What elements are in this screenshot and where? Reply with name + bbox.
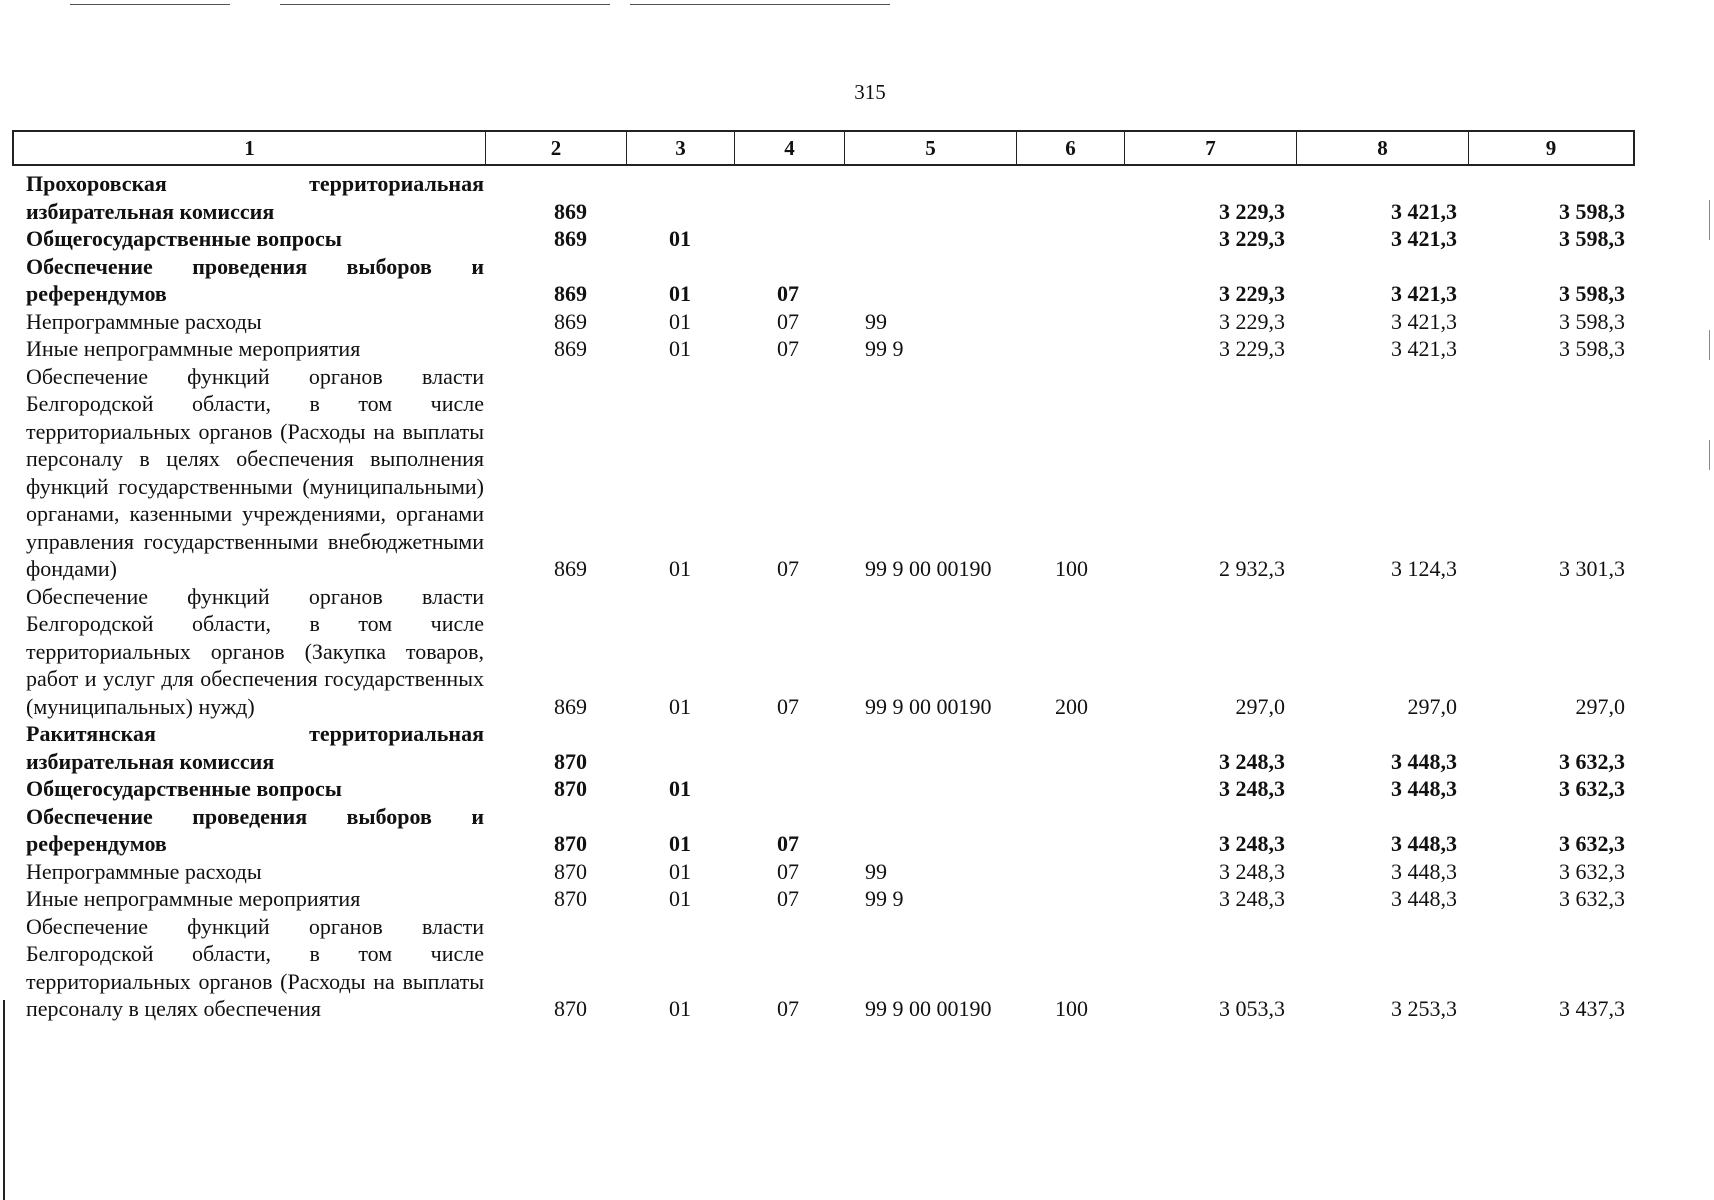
row-c5 — [843, 885, 1015, 913]
row-c5-value: 99 9 00 00190 — [865, 556, 992, 581]
row-c5-value: 99 9 00 00190 — [865, 693, 992, 719]
row-c3 — [625, 363, 733, 583]
header-col-2: 2 — [486, 132, 627, 164]
row-c3 — [625, 583, 733, 721]
row-c9 — [1467, 308, 1635, 336]
table-row — [12, 308, 1635, 336]
row-c9 — [1467, 253, 1635, 308]
header-col-6: 6 — [1017, 132, 1125, 164]
header-col-7: 7 — [1125, 132, 1297, 164]
row-c2-value: 870 — [554, 996, 587, 1021]
row-c4-value: 07 — [777, 693, 799, 719]
row-c7-value: 3 053,3 — [1219, 996, 1285, 1021]
row-c9-value: 3 598,3 — [1559, 226, 1625, 251]
row-c2 — [484, 775, 625, 803]
row-c9 — [1467, 335, 1635, 363]
row-name: Общегосударственные вопросы — [26, 776, 342, 801]
row-c6 — [1015, 335, 1123, 363]
row-c5 — [843, 225, 1015, 253]
row-c3-value: 01 — [669, 886, 691, 911]
table-row — [12, 225, 1635, 253]
row-c9 — [1467, 803, 1635, 858]
row-c3 — [625, 253, 733, 308]
row-c4 — [733, 363, 843, 583]
row-c4 — [733, 913, 843, 1023]
row-c9-value: 3 301,3 — [1559, 556, 1625, 581]
table-row — [12, 253, 1635, 308]
header-col-5: 5 — [845, 132, 1017, 164]
row-c5-value: 99 9 — [865, 336, 904, 361]
row-c4 — [733, 308, 843, 336]
row-name: Непрограммные расходы — [26, 858, 262, 884]
row-c6 — [1015, 170, 1123, 225]
table-row — [12, 363, 1635, 583]
row-c6-value: 200 — [1055, 693, 1088, 719]
row-c9 — [1467, 225, 1635, 253]
row-c6-value: 100 — [1055, 996, 1088, 1021]
row-c9-value: 3 632,3 — [1559, 858, 1625, 884]
row-c8 — [1295, 225, 1467, 253]
row-c5 — [843, 803, 1015, 858]
row-c8-value: 3 448,3 — [1391, 858, 1457, 884]
row-c4 — [733, 253, 843, 308]
row-c7-value: 3 229,3 — [1219, 336, 1285, 361]
header-col-3: 3 — [627, 132, 735, 164]
row-c6 — [1015, 803, 1123, 858]
row-c8-value: 3 421,3 — [1391, 308, 1457, 334]
row-name: Обеспечение проведения выборов и референдумов — [26, 253, 484, 306]
row-c3 — [625, 170, 733, 225]
header-col-9: 9 — [1545, 135, 1557, 160]
row-c4-value: 07 — [777, 996, 799, 1021]
row-c7 — [1123, 858, 1295, 886]
row-c6 — [1015, 858, 1123, 886]
row-c6 — [1015, 885, 1123, 913]
row-c5 — [843, 253, 1015, 308]
row-c4-value: 07 — [777, 308, 799, 334]
row-name: Прохоровская территориальная избирательная комиссия — [26, 171, 484, 224]
row-c9-value: 3 598,3 — [1559, 336, 1625, 361]
row-c2 — [484, 363, 625, 583]
table-row — [12, 775, 1635, 803]
row-c7 — [1123, 803, 1295, 858]
row-c8-value: 297,0 — [1407, 693, 1457, 719]
row-c8-value: 3 124,3 — [1391, 556, 1457, 581]
table-row — [12, 170, 1635, 225]
row-name: Обеспечение функций органов власти Белгородской области, в том числе территориальных органов (Расходы на выплаты персоналу в целях обеспечения — [26, 913, 484, 1021]
row-c3-value: 01 — [669, 336, 691, 361]
row-c8-value: 3 448,3 — [1391, 886, 1457, 911]
row-c8 — [1295, 363, 1467, 583]
row-c2-value: 870 — [554, 776, 587, 801]
row-c2 — [484, 583, 625, 721]
row-c9-value: 3 632,3 — [1559, 831, 1625, 856]
row-c7 — [1123, 775, 1295, 803]
row-c7-value: 3 229,3 — [1219, 308, 1285, 334]
row-c4 — [733, 885, 843, 913]
row-c4 — [733, 335, 843, 363]
row-c9 — [1467, 583, 1635, 721]
row-c7 — [1123, 253, 1295, 308]
row-c2 — [484, 225, 625, 253]
row-c3-value: 01 — [669, 831, 691, 856]
row-c3-value: 01 — [669, 996, 691, 1021]
row-c4-value: 07 — [777, 831, 799, 856]
table-row — [12, 583, 1635, 721]
row-c4 — [733, 170, 843, 225]
row-c6 — [1015, 308, 1123, 336]
row-c4-value: 07 — [777, 886, 799, 911]
row-c3 — [625, 858, 733, 886]
row-c4 — [733, 803, 843, 858]
row-c9-value: 3 632,3 — [1559, 776, 1625, 801]
row-c7-value: 3 229,3 — [1219, 226, 1285, 251]
row-c3 — [625, 335, 733, 363]
row-c6 — [1015, 225, 1123, 253]
row-name: Иные непрограммные мероприятия — [26, 336, 361, 361]
row-c4-value: 07 — [777, 281, 799, 306]
row-c9-value: 3 437,3 — [1559, 996, 1625, 1021]
row-c8 — [1295, 583, 1467, 721]
row-c8-value: 3 448,3 — [1391, 831, 1457, 856]
row-c5 — [843, 583, 1015, 721]
row-c7 — [1123, 720, 1295, 775]
row-c5-value: 99 — [865, 858, 887, 884]
row-c9 — [1467, 720, 1635, 775]
row-c5 — [843, 335, 1015, 363]
row-c7 — [1123, 583, 1295, 721]
row-c7 — [1123, 308, 1295, 336]
row-name: Обеспечение функций органов власти Белгородской области, в том числе территориальных органов (Закупка товаров, работ и услуг для обеспечения государственных (муниципальных) нужд) — [26, 583, 484, 719]
row-c8 — [1295, 170, 1467, 225]
row-c6-value: 100 — [1055, 556, 1088, 581]
row-c6 — [1015, 583, 1123, 721]
row-c2-value: 869 — [554, 693, 587, 719]
table-row — [12, 858, 1635, 886]
row-c4 — [733, 775, 843, 803]
header-col-4: 4 — [735, 132, 845, 164]
table-row — [12, 885, 1635, 913]
row-c7-value: 3 229,3 — [1219, 198, 1285, 224]
row-c9 — [1467, 170, 1635, 225]
row-c9 — [1467, 363, 1635, 583]
row-c5-value: 99 9 — [865, 886, 904, 911]
row-c7 — [1123, 225, 1295, 253]
row-c2-value: 869 — [554, 226, 587, 251]
row-c5 — [843, 720, 1015, 775]
row-c8 — [1295, 253, 1467, 308]
row-c2-value: 869 — [554, 556, 587, 581]
row-c2-value: 869 — [554, 308, 587, 334]
row-c7-value: 3 248,3 — [1219, 748, 1285, 774]
row-c2-value: 870 — [554, 831, 587, 856]
row-c4 — [733, 225, 843, 253]
row-c4-value: 07 — [777, 858, 799, 884]
row-c3-value: 01 — [669, 556, 691, 581]
row-name: Обеспечение функций органов власти Белгородской области, в том числе территориальных органов (Расходы на выплаты персоналу в целях обеспечения выполнения функций государственными (муниципальными) органами, казенными учреждениями, органами управления государственными внебюджетными фондами) — [26, 363, 484, 581]
header-col-1: 1 — [14, 132, 486, 164]
row-c6 — [1015, 913, 1123, 1023]
page-number: 315 — [854, 80, 886, 104]
row-c8 — [1295, 803, 1467, 858]
row-name: Непрограммные расходы — [26, 308, 262, 334]
row-c8 — [1295, 885, 1467, 913]
row-c5-value: 99 — [865, 308, 887, 334]
row-c5 — [843, 170, 1015, 225]
row-c4 — [733, 720, 843, 775]
row-c8-value: 3 448,3 — [1391, 748, 1457, 774]
row-c5 — [843, 913, 1015, 1023]
row-c2-value: 870 — [554, 886, 587, 911]
row-c3 — [625, 913, 733, 1023]
row-c8-value: 3 421,3 — [1391, 198, 1457, 224]
row-c2 — [484, 170, 625, 225]
row-c7 — [1123, 913, 1295, 1023]
row-c3 — [625, 885, 733, 913]
row-c9 — [1467, 885, 1635, 913]
table-body — [12, 170, 1635, 1023]
row-c7 — [1123, 885, 1295, 913]
row-c9-value: 3 598,3 — [1559, 281, 1625, 306]
row-c9-value: 297,0 — [1575, 693, 1625, 719]
row-c2 — [484, 913, 625, 1023]
header-col-8: 8 — [1297, 132, 1469, 164]
row-c4-value: 07 — [777, 556, 799, 581]
row-c9-value: 3 632,3 — [1559, 886, 1625, 911]
row-c5 — [843, 858, 1015, 886]
row-c9 — [1467, 775, 1635, 803]
row-c7-value: 297,0 — [1235, 693, 1285, 719]
row-c3 — [625, 225, 733, 253]
row-c2-value: 869 — [554, 281, 587, 306]
row-c3-value: 01 — [669, 226, 691, 251]
row-c3 — [625, 775, 733, 803]
row-c3-value: 01 — [669, 281, 691, 306]
row-name: Общегосударственные вопросы — [26, 226, 342, 251]
row-c3 — [625, 720, 733, 775]
row-c9-value: 3 598,3 — [1559, 198, 1625, 224]
row-c8-value: 3 253,3 — [1391, 996, 1457, 1021]
row-c2 — [484, 720, 625, 775]
row-c8 — [1295, 775, 1467, 803]
row-c5-value: 99 9 00 00190 — [865, 996, 992, 1021]
row-c9 — [1467, 913, 1635, 1023]
table-row — [12, 720, 1635, 775]
row-name: Иные непрограммные мероприятия — [26, 886, 361, 911]
row-c5 — [843, 775, 1015, 803]
row-c2 — [484, 803, 625, 858]
row-c7-value: 3 248,3 — [1219, 776, 1285, 801]
row-c8-value: 3 421,3 — [1391, 336, 1457, 361]
row-c5 — [843, 363, 1015, 583]
row-c2-value: 870 — [554, 858, 587, 884]
table-row — [12, 803, 1635, 858]
row-c2 — [484, 253, 625, 308]
row-c4-value: 07 — [777, 336, 799, 361]
row-c9 — [1467, 858, 1635, 886]
row-c3 — [625, 803, 733, 858]
row-c8 — [1295, 720, 1467, 775]
row-c7 — [1123, 335, 1295, 363]
table-header — [12, 130, 1635, 166]
row-c8 — [1295, 335, 1467, 363]
row-c7-value: 3 248,3 — [1219, 831, 1285, 856]
row-c6 — [1015, 253, 1123, 308]
row-c9-value: 3 632,3 — [1559, 748, 1625, 774]
row-c3-value: 01 — [669, 693, 691, 719]
row-c8 — [1295, 913, 1467, 1023]
row-c7-value: 3 229,3 — [1219, 281, 1285, 306]
row-name: Обеспечение проведения выборов и референдумов — [26, 803, 484, 856]
row-c8 — [1295, 308, 1467, 336]
scan-edge — [3, 1000, 5, 1200]
row-c4 — [733, 858, 843, 886]
row-c3 — [625, 308, 733, 336]
row-c3-value: 01 — [669, 308, 691, 334]
row-c7 — [1123, 170, 1295, 225]
row-c8 — [1295, 858, 1467, 886]
row-c7 — [1123, 363, 1295, 583]
row-c2 — [484, 308, 625, 336]
row-c3-value: 01 — [669, 776, 691, 801]
row-c5 — [843, 308, 1015, 336]
row-c2-value: 870 — [554, 748, 587, 774]
row-c9-value: 3 598,3 — [1559, 308, 1625, 334]
row-name: Ракитянская территориальная избирательная комиссия — [26, 721, 484, 774]
row-c8-value: 3 421,3 — [1391, 281, 1457, 306]
row-c6 — [1015, 775, 1123, 803]
row-c2-value: 869 — [554, 198, 587, 224]
row-c4 — [733, 583, 843, 721]
row-c2-value: 869 — [554, 336, 587, 361]
row-c2 — [484, 335, 625, 363]
table-row — [12, 335, 1635, 363]
table-row — [12, 913, 1635, 1023]
row-c6 — [1015, 720, 1123, 775]
row-c7-value: 2 932,3 — [1219, 556, 1285, 581]
row-c2 — [484, 858, 625, 886]
row-c8-value: 3 421,3 — [1391, 226, 1457, 251]
row-c7-value: 3 248,3 — [1219, 858, 1285, 884]
row-c7-value: 3 248,3 — [1219, 886, 1285, 911]
row-c3-value: 01 — [669, 858, 691, 884]
row-c6 — [1015, 363, 1123, 583]
row-c8-value: 3 448,3 — [1391, 776, 1457, 801]
row-c2 — [484, 885, 625, 913]
